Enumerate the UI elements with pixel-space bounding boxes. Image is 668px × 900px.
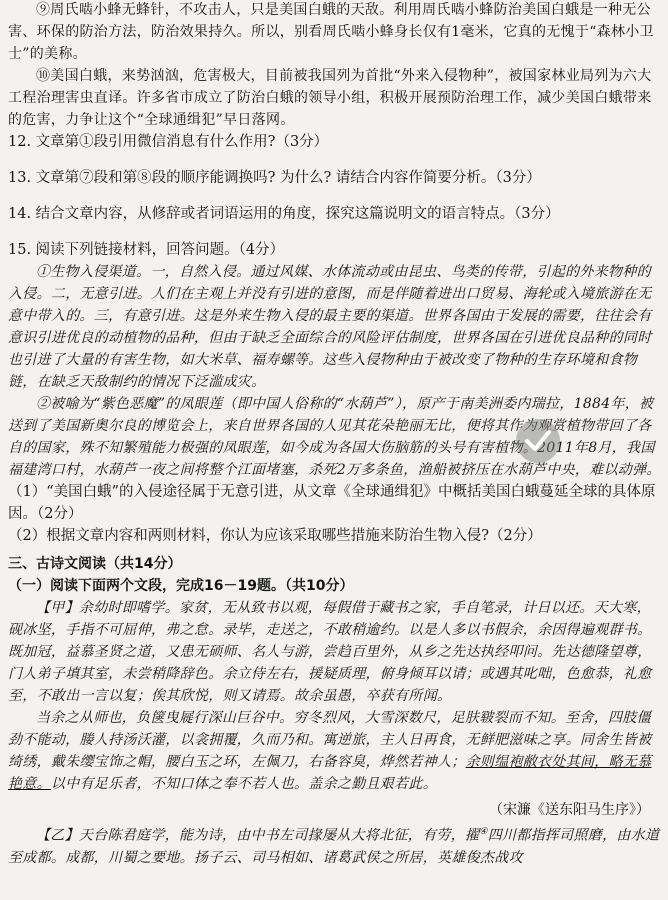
underlined-sentence: 余则缊袍敝衣处其间，略无慕艳意。	[8, 754, 652, 792]
passage-jia-2-text: 当余之从师也，负箧曳屣行深山巨谷中。穷冬烈风，大雪深数尺，足肤皲裂而不知。至舍，四肢僵劲不能动，媵人持汤沃灌，以衾拥覆，久而乃和。寓逆旅，主人日再食，无鲜肥滋味之享。同舍生皆被绮绣，戴朱缨宝饰之帽，腰白玉之环，左佩刀，右备容臭，烨然若神人；	[8, 710, 652, 770]
paragraph-9: ⑨周氏啮小蜂无蜂针，不攻击人，只是美国白蛾的天敌。利用周氏啮小蜂防治美国白蛾是一种无公害、环保的防治方法，防治效果持久。所以，别看周氏啮小蜂身长仅有1毫米，它真的无愧于“森林小卫士”的美称。	[8, 2, 654, 62]
question-13: 13. 文章第⑦段和第⑧段的顺序能调换吗? 为什么? 请结合内容作简要分析。（3分）	[8, 170, 541, 186]
passage-yi-1	[8, 821, 662, 869]
passage-jia-1: 【甲】余幼时即嗜学。家贫，无从致书以观，每假借于藏书之家，手自笔录，计日以还。天大寒，砚冰坚，手指不可屈伸，弗之怠。录毕，走送之，不敢稍逾约。以是人多以书假余，余因得遍观群书。既加冠，益慕圣贤之道，又患无硕师、名人与游，尝趋百里外，从乡之先达执经叩问。先达德隆望尊，门人弟子填其室，未尝稍降辞色。余立侍左右，援疑质理，俯身倾耳以请；或遇其叱咄，色愈恭，礼愈至，不敢出一言以复；俟其欣悦，则又请焉。故余虽愚，卒获有所闻。	[8, 600, 652, 704]
material-1: ①生物入侵渠道。一，自然入侵。通过风媒、水体流动或由昆虫、鸟类的传带，引起的外来物种的入侵。二，无意引进。人们在主观上并没有引进的意图，而是伴随着进出口贸易、海轮或入境旅游在无意中带入的。三，有意引进。这是外来生物入侵的最主要的渠道。世界各国由于发展的需要，往往会有意识引进优良的动植物的品种，但由于缺乏全面综合的风险评估制度，世界各国在引进优良品种的同时也引进了大量的有害生物，如大米草、福寿螺等。这些入侵物种由于被改变了物种的生存环境和食物链，在缺乏天敌制约的情况下泛滥成灾。	[8, 264, 652, 390]
passage-yi-text-cont: 四川都指挥司照磨，由水道至成都。成都，川蜀之要地。扬子云、司马相如、诸葛武侯之所居，英雄俊杰战攻	[8, 827, 660, 866]
paragraph-10: ⑩美国白蛾，来势汹汹，危害极大，目前被我国列为首批“外来入侵物种”，被国家林业局列为六大工程治理害虫直译。许多省市成立了防治白蛾的领导小组，积极开展预防治理工作，减少美国白蛾带来的危害，力争让这个“全球通缉犯”早日落网。	[8, 68, 652, 128]
passage-yi-text: 【乙】天台陈君庭学，能为诗，由中书左司掾屡从大将北征，有劳，擢	[36, 827, 480, 844]
section-3-part-1-heading: （一）阅读下面两个文段，完成16－19题。（共10分）	[8, 578, 354, 594]
passage-jia-2-end: 以中有足乐者，不知口体之奉不若人也。盖余之勤且艰若此。	[50, 776, 438, 792]
question-15: 15. 阅读下列链接材料，回答问题。（4分）	[8, 242, 285, 258]
subquestion-1: （1）“美国白蛾”的入侵途径属于无意引进，从文章《全球通缉犯》中概括美国白蛾蔓延全球的具体原因。（2分）	[8, 484, 656, 522]
material-2: ②被喻为“紫色恶魔”的凤眼莲（即中国人俗称的“水葫芦”），原产于南美洲委内瑞拉，1884年，被送到了美国新奥尔良的博览会上，来自世界各国的人见其花朵艳丽无比，便将其作为观赏植物带回了各自的国家，殊不知繁殖能力极强的凤眼莲，如今成为各国大伤脑筋的头号有害植物。2011年8月，我国福建湾口村，水葫芦一夜之间将整个江面堵塞，杀死2万多条鱼，渔船被挤压在水葫芦中央，难以动弹。	[8, 396, 661, 478]
question-14: 14. 结合文章内容，从修辞或者词语运用的角度，探究这篇说明文的语言特点。（3分）	[8, 206, 560, 222]
subquestion-2: （2）根据文章内容和两则材料，你认为应该采取哪些措施来防治生物入侵?（2分）	[8, 528, 542, 544]
footnote-marker: ④	[479, 827, 488, 837]
section-3-heading: 三、古诗文阅读（共14分）	[8, 556, 182, 572]
passage-source: （宋濂《送东阳马生序》）	[489, 802, 650, 818]
passage-jia-2	[8, 707, 662, 795]
question-12: 12. 文章第①段引用微信消息有什么作用?（3分）	[8, 134, 329, 150]
checkmark-watermark-icon	[516, 419, 560, 463]
